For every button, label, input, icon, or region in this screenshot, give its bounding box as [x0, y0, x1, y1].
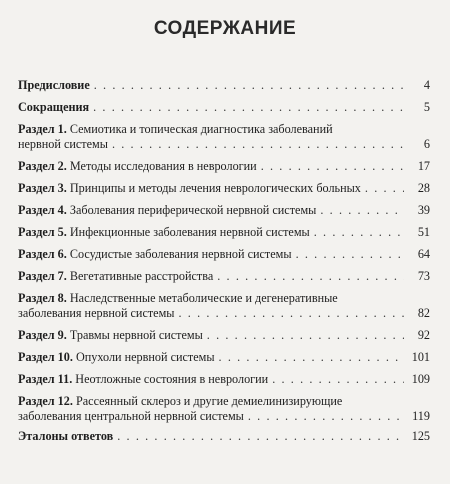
toc-entry-label: Раздел 1. [18, 122, 67, 136]
toc-entry-title: Семиотика и топическая диагностика заболеваний [69, 122, 333, 136]
toc-entry-title: Опухоли нервной системы [75, 350, 215, 364]
toc-entry-label: Раздел 12. [18, 394, 73, 408]
leader-dots [219, 350, 404, 365]
leader-dots [320, 203, 404, 218]
page-title: СОДЕРЖАНИЕ [153, 18, 297, 39]
toc-entry[interactable] [18, 372, 430, 387]
toc-entry[interactable] [18, 269, 430, 284]
toc-entry-label: Раздел 9. [18, 328, 67, 342]
toc-entry[interactable] [18, 122, 430, 152]
toc-entry-title-cont: нервной системы [18, 137, 108, 151]
toc-page-number: 5 [423, 100, 430, 114]
toc-entry[interactable] [18, 394, 430, 424]
toc-page-number: 101 [411, 350, 430, 364]
toc-entry-label: Раздел 7. [18, 269, 67, 283]
toc-page-number: 4 [423, 78, 430, 92]
toc-entry-title-cont: заболевания нервной системы [18, 306, 175, 320]
toc-page-number: 82 [417, 306, 430, 320]
leader-dots [207, 328, 404, 343]
toc-entry-label: Эталоны ответов [18, 429, 114, 443]
toc-entry[interactable] [18, 225, 430, 240]
toc-page-number: 6 [423, 137, 430, 151]
toc-entry-title: Неотложные состояния в неврологии [75, 372, 269, 386]
toc-entry-title: Инфекционные заболевания нервной системы [69, 225, 310, 239]
toc-entry-title: Методы исследования в неврологии [69, 159, 257, 173]
toc-entry[interactable] [18, 159, 430, 174]
leader-dots [94, 78, 404, 93]
toc-entry[interactable] [18, 203, 430, 218]
toc-entry[interactable] [18, 429, 430, 444]
leader-dots [217, 269, 404, 284]
leader-dots [272, 372, 404, 387]
toc-entry-title: Рассеянный склероз и другие демиелинизирующие [75, 394, 343, 408]
toc-entry-title: Наследственные метаболические и дегенеративные [69, 291, 338, 305]
toc-entry-title-cont: заболевания центральной нервной системы [18, 409, 244, 423]
toc-entry-label: Раздел 8. [18, 291, 67, 305]
toc-entry[interactable] [18, 328, 430, 343]
leader-dots [365, 181, 404, 196]
leader-dots [117, 429, 404, 444]
toc-entry-label: Раздел 11. [18, 372, 73, 386]
toc-entry-label: Раздел 10. [18, 350, 73, 364]
toc-entry-label: Раздел 3. [18, 181, 67, 195]
table-of-contents [18, 78, 430, 443]
toc-entry-label: Раздел 2. [18, 159, 67, 173]
leader-dots [179, 306, 405, 321]
toc-entry-title: Травмы нервной системы [69, 328, 203, 342]
toc-entry-title: Заболевания периферической нервной системы [69, 203, 317, 217]
toc-entry[interactable] [18, 181, 430, 196]
leader-dots [93, 100, 404, 115]
toc-page-number: 109 [411, 372, 430, 386]
toc-page-number: 17 [417, 159, 430, 173]
toc-page-number: 119 [412, 409, 430, 423]
toc-entry-label: Раздел 6. [18, 247, 67, 261]
toc-entry[interactable] [18, 350, 430, 365]
toc-entry-label: Раздел 4. [18, 203, 67, 217]
toc-entry[interactable] [18, 78, 430, 93]
toc-entry-title: Вегетативные расстройства [69, 269, 214, 283]
toc-page-number: 92 [417, 328, 430, 342]
toc-entry[interactable] [18, 247, 430, 262]
toc-page-number: 125 [411, 429, 430, 443]
leader-dots [296, 247, 404, 262]
toc-entry-label: Сокращения [18, 100, 90, 114]
toc-entry-label: Предисловие [18, 78, 90, 92]
leader-dots [314, 225, 404, 240]
leader-dots [261, 159, 404, 174]
toc-entry-title: Принципы и методы лечения неврологических больных [69, 181, 361, 195]
toc-page-number: 39 [417, 203, 430, 217]
toc-entry[interactable] [18, 100, 430, 115]
toc-entry[interactable] [18, 291, 430, 321]
leader-dots [248, 409, 404, 424]
toc-page-number: 73 [417, 269, 430, 283]
toc-page-number: 28 [417, 181, 430, 195]
toc-page-number: 64 [417, 247, 430, 261]
toc-entry-label: Раздел 5. [18, 225, 67, 239]
toc-entry-title: Сосудистые заболевания нервной системы [69, 247, 292, 261]
leader-dots [112, 137, 404, 152]
toc-page-number: 51 [417, 225, 430, 239]
